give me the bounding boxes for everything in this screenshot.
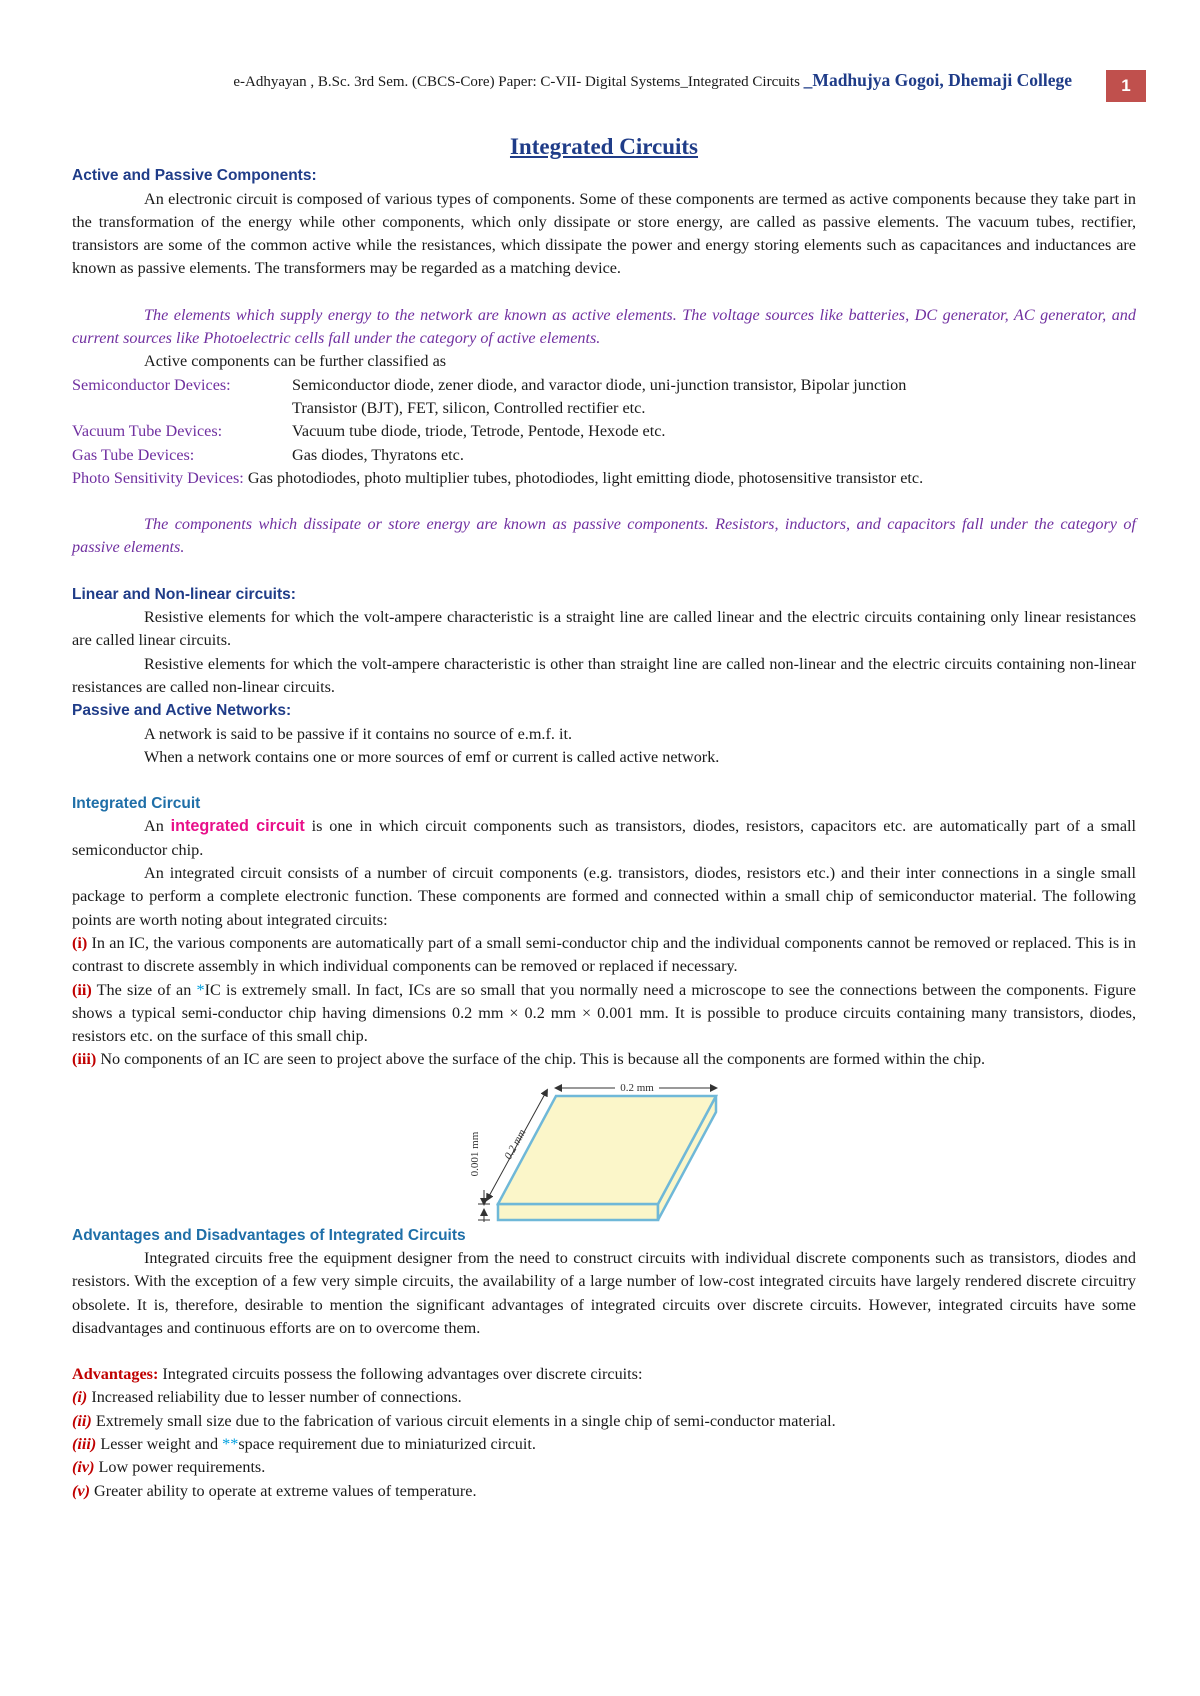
advantage-item: (i) Increased reliability due to lesser number of connections. bbox=[72, 1388, 462, 1407]
paragraph: Resistive elements for which the volt-ampere characteristic is a straight line are called linear and the electric circuits containing only linear resistances are called linear circuits. bbox=[72, 608, 1136, 650]
advantage-item: (v) Greater ability to operate at extreme values of temperature. bbox=[72, 1481, 477, 1500]
class-value: Gas photodiodes, photo multiplier tubes, photodiodes, light emitting diode, photosensitive transistor etc. bbox=[243, 468, 924, 487]
section-heading-networks: Passive and Active Networks: bbox=[72, 702, 292, 720]
chip-figure bbox=[72, 1072, 1136, 1224]
advantage-item: (iii) Lesser weight and **space requirement due to miniaturized circuit. bbox=[72, 1435, 536, 1454]
class-row bbox=[72, 444, 1136, 467]
section-heading-ic: Integrated Circuit bbox=[72, 795, 201, 813]
class-value: Vacuum tube diode, triode, Tetrode, Pentode, Hexode etc. bbox=[292, 422, 666, 441]
page-title: Integrated Circuits bbox=[509, 134, 699, 159]
paragraph: A network is said to be passive if it contains no source of e.m.f. it. bbox=[144, 724, 572, 743]
point-1: (i) In an IC, the various components are automatically part of a small semi-conductor chip and the individual components cannot be removed or replaced. This is in contrast to discrete assembly in which individual components can be removed or replaced if necessary. bbox=[72, 933, 1136, 976]
paragraph: Active components can be further classified as bbox=[144, 352, 447, 371]
highlight-term: integrated circuit bbox=[170, 817, 305, 836]
paragraph-ic-definition: An integrated circuit is one in which circuit components such as transistors, diodes, resistors, capacitors etc. are automatically part of a small semiconductor chip. bbox=[72, 817, 1136, 859]
advantages-intro: Advantages: Integrated circuits possess the following advantages over discrete circuits: bbox=[72, 1365, 643, 1384]
paragraph-active-definition: The elements which supply energy to the network are known as active elements. The voltage sources like batteries, DC generator, AC generator, and current sources like Photoelectric cells fall under the category of active elements. bbox=[72, 305, 1136, 348]
paragraph: Integrated circuits free the equipment designer from the need to construct circuits with individual discrete components such as transistors, diodes and resistors. With the exception of a few very simple circuits, the availability of a large number of low-cost integrated circuits have largely rendered discrete circuitry obsolete. It is, therefore, desirable to mention the significant advantages of integrated circuits over discrete circuits. However, integrated circuits have some disadvantages and continuous efforts are on to overcome them. bbox=[72, 1248, 1136, 1337]
class-label: Semiconductor Devices: bbox=[72, 375, 231, 394]
paragraph: Resistive elements for which the volt-ampere characteristic is other than straight line are called non-linear and the electric circuits containing non-linear resistances are called non-linear circuits. bbox=[72, 654, 1136, 696]
point-2: (ii) The size of an *IC is extremely small. In fact, ICs are so small that you normally need a microscope to see the connections between the components. Figure shows a typical semi-conductor chip having dimensions 0.2 mm × 0.2 mm × 0.001 mm. It is possible to produce circuits containing many transistors, diodes, resistors etc. on the surface of this small chip. bbox=[72, 980, 1136, 1046]
class-value: Semiconductor diode, zener diode, and varactor diode, uni-junction transistor, Bipolar junction Transistor (BJT), FET, silicon, Controlled rectifier etc. bbox=[292, 375, 907, 417]
paragraph: An electronic circuit is composed of various types of components. Some of these components are termed as active components because they take part in the transformation of the energy while other components, which only dissipate or store energy, are called as passive elements. The vacuum tubes, rectifier, transistors are some of the common active while the resistances, which dissipate the power and energy storing elements such as capacitances and inductances are known as passive elements. The transformers may be regarded as a matching device. bbox=[72, 189, 1136, 278]
chip-front-face bbox=[498, 1204, 658, 1220]
chip-top-face bbox=[498, 1096, 716, 1204]
document-body bbox=[72, 64, 1136, 1503]
class-label: Vacuum Tube Devices: bbox=[72, 422, 223, 441]
class-row-photo bbox=[72, 467, 1136, 490]
point-3: (iii) No components of an IC are seen to project above the surface of the chip. This is because all the components are formed within the chip. bbox=[72, 1050, 986, 1069]
class-row bbox=[72, 374, 1136, 421]
paragraph: When a network contains one or more sources of emf or current is called active network. bbox=[144, 747, 720, 766]
paragraph: An integrated circuit consists of a number of circuit components (e.g. transistors, diodes, resistors etc.) and their inter connections in a single small package to perform a complete electronic function. These components are formed and connected within a small chip of semiconductor material. The following points are worth noting about integrated circuits: bbox=[72, 864, 1136, 929]
section-heading-active-passive: Active and Passive Components: bbox=[72, 167, 317, 185]
class-label: Photo Sensitivity Devices: bbox=[72, 468, 244, 487]
page-number-badge: 1 bbox=[1106, 70, 1146, 102]
class-row bbox=[72, 420, 1136, 443]
header-author: _Madhujya Gogoi, Dhemaji College bbox=[803, 70, 1072, 90]
advantage-item: (iv) Low power requirements. bbox=[72, 1458, 266, 1477]
dimension-top-label: 0.2 mm bbox=[620, 1081, 654, 1094]
section-heading-linear: Linear and Non-linear circuits: bbox=[72, 585, 296, 603]
class-value: Gas diodes, Thyratons etc. bbox=[292, 445, 464, 464]
chip-diagram bbox=[72, 1072, 1136, 1224]
paragraph-passive-definition: The components which dissipate or store energy are known as passive components. Resistors, inductors, and capacitors fall under the category of passive elements. bbox=[72, 515, 1136, 557]
section-heading-advantages-disadvantages: Advantages and Disadvantages of Integrated Circuits bbox=[72, 1226, 466, 1244]
advantage-item: (ii) Extremely small size due to the fabrication of various circuit elements in a single chip of semi-conductor material. bbox=[72, 1411, 836, 1430]
header-course: e-Adhyayan , B.Sc. 3rd Sem. (CBCS-Core) Paper: C-VII- Digital Systems_Integrated Circuits bbox=[233, 74, 804, 90]
class-label: Gas Tube Devices: bbox=[72, 445, 195, 464]
dimension-diagonal-label: 0.2 mm bbox=[502, 1127, 529, 1162]
dimension-thickness-label: 0.001 mm bbox=[469, 1131, 481, 1176]
